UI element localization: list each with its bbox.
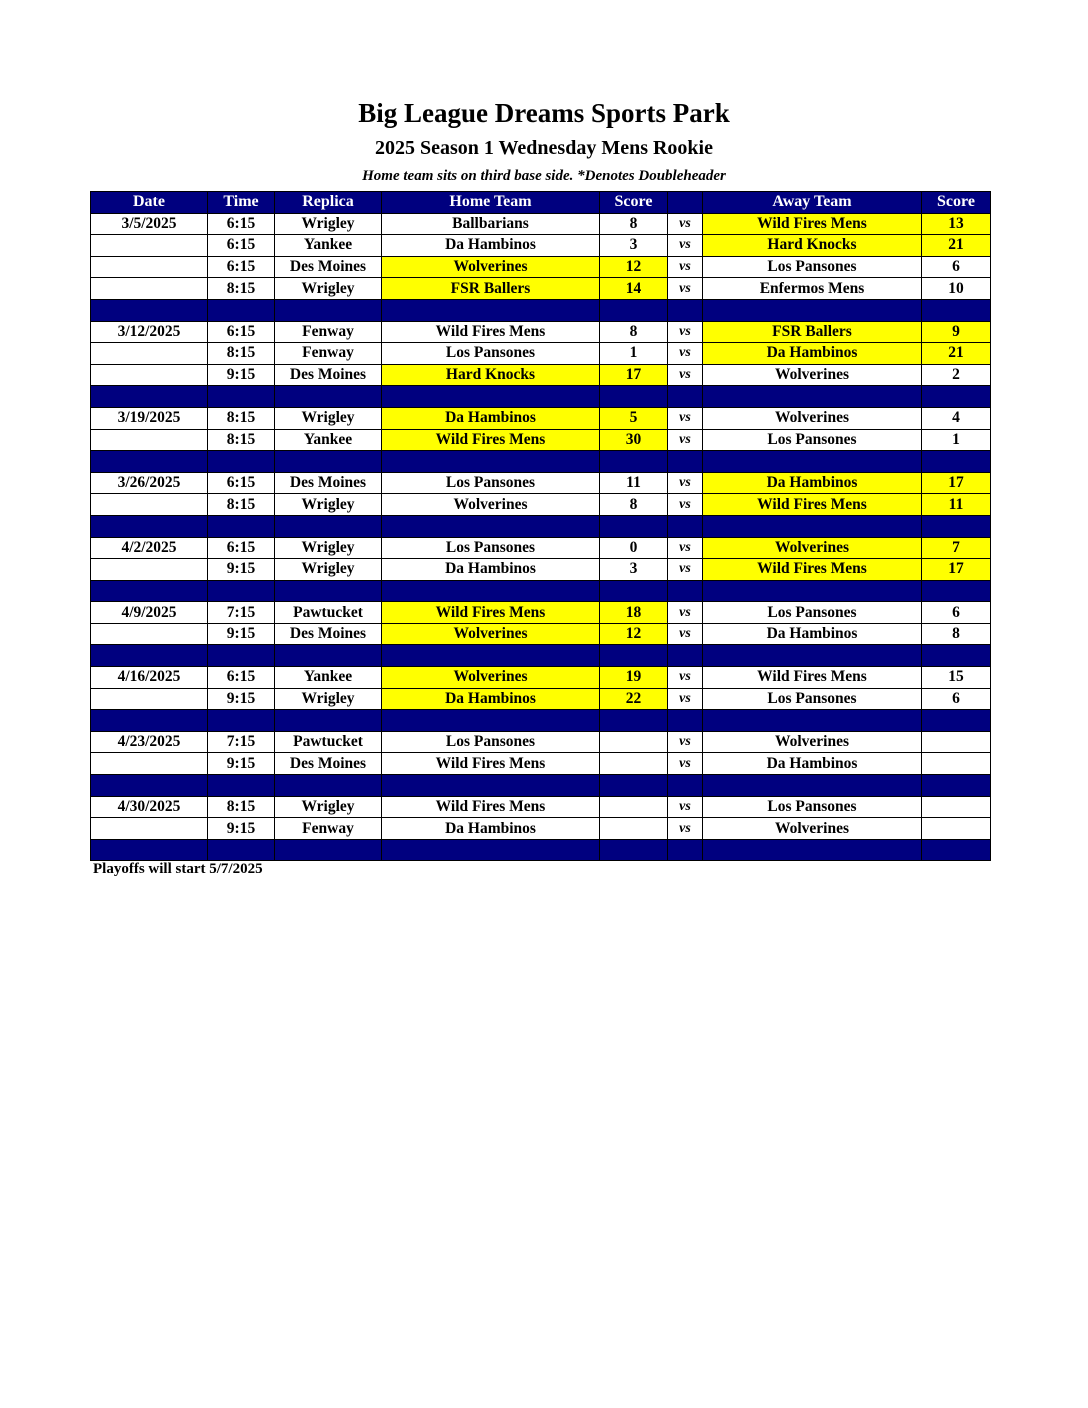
away-score-cell: 8: [922, 623, 991, 645]
separator-cell: [600, 839, 668, 861]
game-row: [91, 235, 991, 257]
replica-cell: Fenway: [275, 321, 382, 343]
replica-cell: Wrigley: [275, 278, 382, 300]
away-team-cell: Los Pansones: [703, 256, 922, 278]
vs-cell: vs: [668, 796, 703, 818]
separator-cell: [275, 645, 382, 667]
date-cell: 4/2/2025: [91, 537, 208, 559]
time-cell: 6:15: [208, 256, 275, 278]
vs-cell: vs: [668, 818, 703, 840]
separator-cell: [922, 299, 991, 321]
separator-cell: [208, 299, 275, 321]
away-team-cell: Wolverines: [703, 818, 922, 840]
separator-cell: [91, 386, 208, 408]
replica-cell: Wrigley: [275, 688, 382, 710]
away-team-cell: Wild Fires Mens: [703, 559, 922, 581]
vs-cell: vs: [668, 407, 703, 429]
away-team-cell: FSR Ballers: [703, 321, 922, 343]
date-cell: [91, 429, 208, 451]
date-cell: 3/5/2025: [91, 213, 208, 235]
replica-cell: Fenway: [275, 343, 382, 365]
header-row: [91, 192, 991, 214]
separator-cell: [382, 299, 600, 321]
separator-cell: [208, 645, 275, 667]
away-team-cell: Los Pansones: [703, 602, 922, 624]
game-row: [91, 321, 991, 343]
footnote: Playoffs will start 5/7/2025: [93, 861, 263, 877]
home-score-cell: 19: [600, 667, 668, 689]
time-cell: 9:15: [208, 364, 275, 386]
week-separator-row: [91, 775, 991, 797]
game-row: [91, 407, 991, 429]
separator-cell: [382, 645, 600, 667]
time-cell: 8:15: [208, 429, 275, 451]
replica-cell: Wrigley: [275, 796, 382, 818]
separator-cell: [275, 515, 382, 537]
date-cell: [91, 494, 208, 516]
time-cell: 6:15: [208, 235, 275, 257]
vs-cell: vs: [668, 321, 703, 343]
separator-cell: [922, 710, 991, 732]
separator-cell: [703, 515, 922, 537]
away-score-cell: 7: [922, 537, 991, 559]
replica-cell: Fenway: [275, 818, 382, 840]
vs-cell: vs: [668, 667, 703, 689]
home-team-cell: Da Hambinos: [382, 818, 600, 840]
home-team-cell: Wolverines: [382, 494, 600, 516]
replica-cell: Des Moines: [275, 364, 382, 386]
date-cell: [91, 818, 208, 840]
separator-cell: [91, 645, 208, 667]
separator-cell: [668, 580, 703, 602]
vs-cell: vs: [668, 688, 703, 710]
separator-cell: [668, 710, 703, 732]
home-score-cell: 22: [600, 688, 668, 710]
separator-cell: [91, 451, 208, 473]
replica-cell: Des Moines: [275, 256, 382, 278]
separator-cell: [703, 580, 922, 602]
col-home-score-header: Score: [600, 192, 668, 214]
home-team-cell: Wolverines: [382, 623, 600, 645]
home-team-cell: Da Hambinos: [382, 688, 600, 710]
time-cell: 7:15: [208, 602, 275, 624]
time-cell: 6:15: [208, 213, 275, 235]
home-team-cell: Wild Fires Mens: [382, 602, 600, 624]
home-score-cell: 5: [600, 407, 668, 429]
away-team-cell: Wolverines: [703, 731, 922, 753]
away-team-cell: Los Pansones: [703, 429, 922, 451]
separator-cell: [382, 710, 600, 732]
home-score-cell: 12: [600, 256, 668, 278]
replica-cell: Wrigley: [275, 494, 382, 516]
week-separator-row: [91, 451, 991, 473]
home-score-cell: [600, 731, 668, 753]
time-cell: 8:15: [208, 494, 275, 516]
separator-cell: [600, 775, 668, 797]
date-cell: 4/23/2025: [91, 731, 208, 753]
separator-cell: [668, 775, 703, 797]
away-team-cell: Wolverines: [703, 364, 922, 386]
vs-cell: vs: [668, 602, 703, 624]
separator-cell: [668, 386, 703, 408]
separator-cell: [668, 299, 703, 321]
time-cell: 6:15: [208, 667, 275, 689]
home-team-cell: Wolverines: [382, 667, 600, 689]
away-score-cell: 10: [922, 278, 991, 300]
separator-cell: [275, 451, 382, 473]
away-score-cell: 1: [922, 429, 991, 451]
time-cell: 7:15: [208, 731, 275, 753]
week-separator-row: [91, 386, 991, 408]
time-cell: 6:15: [208, 537, 275, 559]
away-score-cell: 17: [922, 559, 991, 581]
separator-cell: [208, 386, 275, 408]
separator-cell: [600, 710, 668, 732]
replica-cell: Des Moines: [275, 472, 382, 494]
date-cell: [91, 688, 208, 710]
away-team-cell: Wild Fires Mens: [703, 213, 922, 235]
away-team-cell: Enfermos Mens: [703, 278, 922, 300]
separator-cell: [208, 515, 275, 537]
away-team-cell: Los Pansones: [703, 796, 922, 818]
separator-cell: [600, 386, 668, 408]
separator-cell: [703, 645, 922, 667]
separator-cell: [600, 580, 668, 602]
home-score-cell: 8: [600, 494, 668, 516]
home-score-cell: 1: [600, 343, 668, 365]
away-team-cell: Wolverines: [703, 537, 922, 559]
separator-cell: [382, 515, 600, 537]
away-score-cell: [922, 796, 991, 818]
date-cell: [91, 256, 208, 278]
separator-cell: [275, 839, 382, 861]
col-away-team-header: Away Team: [703, 192, 922, 214]
separator-cell: [208, 580, 275, 602]
date-cell: [91, 753, 208, 775]
col-replica-header: Replica: [275, 192, 382, 214]
vs-cell: vs: [668, 623, 703, 645]
week-separator-row: [91, 580, 991, 602]
home-team-cell: Los Pansones: [382, 731, 600, 753]
vs-cell: vs: [668, 731, 703, 753]
away-score-cell: 21: [922, 235, 991, 257]
separator-cell: [922, 839, 991, 861]
week-separator-row: [91, 515, 991, 537]
home-score-cell: 14: [600, 278, 668, 300]
schedule-body: [91, 213, 991, 861]
vs-cell: vs: [668, 343, 703, 365]
game-row: [91, 753, 991, 775]
separator-cell: [382, 386, 600, 408]
home-score-cell: 3: [600, 235, 668, 257]
separator-cell: [382, 580, 600, 602]
home-team-cell: Los Pansones: [382, 343, 600, 365]
separator-cell: [600, 645, 668, 667]
home-team-cell: FSR Ballers: [382, 278, 600, 300]
home-team-cell: Da Hambinos: [382, 407, 600, 429]
replica-cell: Wrigley: [275, 407, 382, 429]
away-team-cell: Da Hambinos: [703, 472, 922, 494]
date-cell: 4/9/2025: [91, 602, 208, 624]
replica-cell: Pawtucket: [275, 731, 382, 753]
replica-cell: Des Moines: [275, 623, 382, 645]
vs-cell: vs: [668, 494, 703, 516]
separator-cell: [91, 775, 208, 797]
home-team-cell: Da Hambinos: [382, 559, 600, 581]
date-cell: [91, 343, 208, 365]
vs-cell: vs: [668, 364, 703, 386]
vs-cell: vs: [668, 537, 703, 559]
separator-cell: [703, 451, 922, 473]
away-score-cell: [922, 753, 991, 775]
separator-cell: [275, 775, 382, 797]
page-note: Home team sits on third base side. *Denotes Doubleheader: [362, 168, 726, 184]
game-row: [91, 602, 991, 624]
col-vs-header: [668, 192, 703, 214]
separator-cell: [600, 515, 668, 537]
col-home-team-header: Home Team: [382, 192, 600, 214]
away-score-cell: [922, 731, 991, 753]
separator-cell: [703, 710, 922, 732]
home-team-cell: Los Pansones: [382, 537, 600, 559]
away-score-cell: 11: [922, 494, 991, 516]
separator-cell: [703, 386, 922, 408]
date-cell: [91, 278, 208, 300]
separator-cell: [208, 710, 275, 732]
replica-cell: Wrigley: [275, 213, 382, 235]
game-row: [91, 429, 991, 451]
home-team-cell: Da Hambinos: [382, 235, 600, 257]
game-row: [91, 796, 991, 818]
time-cell: 9:15: [208, 818, 275, 840]
vs-cell: vs: [668, 429, 703, 451]
separator-cell: [382, 775, 600, 797]
vs-cell: vs: [668, 256, 703, 278]
separator-cell: [600, 451, 668, 473]
home-score-cell: 8: [600, 213, 668, 235]
home-score-cell: 30: [600, 429, 668, 451]
separator-cell: [922, 386, 991, 408]
separator-cell: [208, 451, 275, 473]
game-row: [91, 818, 991, 840]
away-team-cell: Wild Fires Mens: [703, 667, 922, 689]
time-cell: 8:15: [208, 343, 275, 365]
date-cell: [91, 364, 208, 386]
home-score-cell: [600, 753, 668, 775]
date-cell: [91, 623, 208, 645]
separator-cell: [922, 775, 991, 797]
away-score-cell: 13: [922, 213, 991, 235]
replica-cell: Pawtucket: [275, 602, 382, 624]
week-separator-row: [91, 645, 991, 667]
separator-cell: [922, 580, 991, 602]
home-team-cell: Wild Fires Mens: [382, 321, 600, 343]
time-cell: 6:15: [208, 321, 275, 343]
replica-cell: Yankee: [275, 667, 382, 689]
home-team-cell: Ballbarians: [382, 213, 600, 235]
vs-cell: vs: [668, 235, 703, 257]
home-team-cell: Wild Fires Mens: [382, 796, 600, 818]
game-row: [91, 256, 991, 278]
game-row: [91, 537, 991, 559]
separator-cell: [668, 839, 703, 861]
away-score-cell: [922, 818, 991, 840]
replica-cell: Des Moines: [275, 753, 382, 775]
time-cell: 9:15: [208, 753, 275, 775]
game-row: [91, 278, 991, 300]
away-team-cell: Da Hambinos: [703, 753, 922, 775]
time-cell: 8:15: [208, 407, 275, 429]
home-score-cell: 0: [600, 537, 668, 559]
col-date-header: Date: [91, 192, 208, 214]
date-cell: [91, 235, 208, 257]
separator-cell: [208, 839, 275, 861]
separator-cell: [91, 839, 208, 861]
date-cell: 3/12/2025: [91, 321, 208, 343]
date-cell: 4/30/2025: [91, 796, 208, 818]
separator-cell: [922, 451, 991, 473]
vs-cell: vs: [668, 753, 703, 775]
away-score-cell: 17: [922, 472, 991, 494]
home-score-cell: [600, 818, 668, 840]
game-row: [91, 494, 991, 516]
away-score-cell: 21: [922, 343, 991, 365]
vs-cell: vs: [668, 472, 703, 494]
separator-cell: [703, 775, 922, 797]
away-score-cell: 6: [922, 602, 991, 624]
separator-cell: [275, 710, 382, 732]
schedule-table: [90, 191, 991, 861]
col-away-score-header: Score: [922, 192, 991, 214]
time-cell: 6:15: [208, 472, 275, 494]
separator-cell: [208, 775, 275, 797]
time-cell: 8:15: [208, 278, 275, 300]
separator-cell: [91, 515, 208, 537]
home-score-cell: 18: [600, 602, 668, 624]
col-time-header: Time: [208, 192, 275, 214]
away-team-cell: Wild Fires Mens: [703, 494, 922, 516]
away-team-cell: Wolverines: [703, 407, 922, 429]
replica-cell: Wrigley: [275, 559, 382, 581]
home-score-cell: 8: [600, 321, 668, 343]
separator-cell: [91, 580, 208, 602]
date-cell: [91, 559, 208, 581]
home-team-cell: Hard Knocks: [382, 364, 600, 386]
separator-cell: [922, 515, 991, 537]
home-team-cell: Wild Fires Mens: [382, 429, 600, 451]
week-separator-row: [91, 710, 991, 732]
away-score-cell: 6: [922, 688, 991, 710]
game-row: [91, 667, 991, 689]
separator-cell: [703, 299, 922, 321]
separator-cell: [922, 645, 991, 667]
home-team-cell: Los Pansones: [382, 472, 600, 494]
replica-cell: Yankee: [275, 235, 382, 257]
away-team-cell: Hard Knocks: [703, 235, 922, 257]
separator-cell: [275, 580, 382, 602]
separator-cell: [703, 839, 922, 861]
away-score-cell: 2: [922, 364, 991, 386]
date-cell: 3/19/2025: [91, 407, 208, 429]
away-score-cell: 6: [922, 256, 991, 278]
separator-cell: [275, 299, 382, 321]
game-row: [91, 472, 991, 494]
vs-cell: vs: [668, 278, 703, 300]
date-cell: 4/16/2025: [91, 667, 208, 689]
vs-cell: vs: [668, 213, 703, 235]
separator-cell: [668, 515, 703, 537]
separator-cell: [600, 299, 668, 321]
time-cell: 9:15: [208, 623, 275, 645]
game-row: [91, 731, 991, 753]
page-subtitle: 2025 Season 1 Wednesday Mens Rookie: [374, 137, 713, 159]
separator-cell: [382, 451, 600, 473]
home-team-cell: Wolverines: [382, 256, 600, 278]
away-score-cell: 15: [922, 667, 991, 689]
time-cell: 9:15: [208, 559, 275, 581]
home-score-cell: 17: [600, 364, 668, 386]
separator-cell: [91, 710, 208, 732]
game-row: [91, 343, 991, 365]
week-separator-row: [91, 299, 991, 321]
home-score-cell: 11: [600, 472, 668, 494]
away-score-cell: 9: [922, 321, 991, 343]
time-cell: 8:15: [208, 796, 275, 818]
game-row: [91, 364, 991, 386]
separator-cell: [91, 299, 208, 321]
away-team-cell: Da Hambinos: [703, 623, 922, 645]
week-separator-row: [91, 839, 991, 861]
date-cell: 3/26/2025: [91, 472, 208, 494]
home-score-cell: [600, 796, 668, 818]
game-row: [91, 688, 991, 710]
separator-cell: [382, 839, 600, 861]
home-team-cell: Wild Fires Mens: [382, 753, 600, 775]
home-score-cell: 3: [600, 559, 668, 581]
separator-cell: [668, 645, 703, 667]
time-cell: 9:15: [208, 688, 275, 710]
separator-cell: [668, 451, 703, 473]
game-row: [91, 559, 991, 581]
away-team-cell: Da Hambinos: [703, 343, 922, 365]
replica-cell: Yankee: [275, 429, 382, 451]
game-row: [91, 623, 991, 645]
home-score-cell: 12: [600, 623, 668, 645]
separator-cell: [275, 386, 382, 408]
vs-cell: vs: [668, 559, 703, 581]
away-team-cell: Los Pansones: [703, 688, 922, 710]
page-title: Big League Dreams Sports Park: [358, 98, 730, 128]
replica-cell: Wrigley: [275, 537, 382, 559]
away-score-cell: 4: [922, 407, 991, 429]
game-row: [91, 213, 991, 235]
